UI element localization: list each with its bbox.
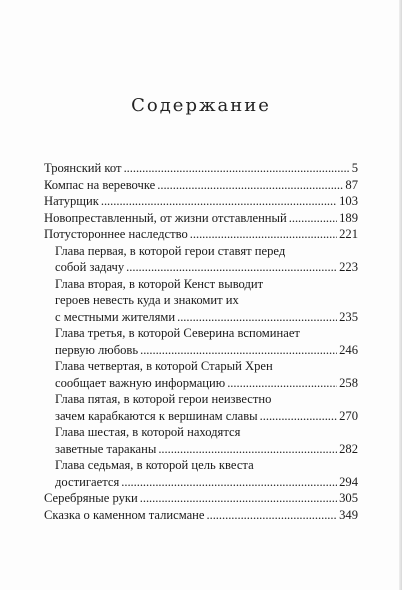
toc-entry-title: Глава шестая, в которой находятся: [55, 425, 241, 439]
toc-entry-page-number: 235: [339, 309, 358, 324]
toc-entry-page-number: 5: [351, 161, 358, 175]
toc-entry[interactable]: [44, 160, 358, 177]
toc-entry[interactable]: [44, 226, 358, 243]
toc-entry-title: зачем карабкаются к вершинам славы: [55, 408, 258, 423]
toc-entry-line: [55, 474, 358, 491]
toc-entry-line: [44, 507, 358, 524]
toc-entry-page-number: 221: [339, 227, 358, 241]
toc-entry-page-number: 103: [339, 194, 358, 208]
toc-entry-title: с местными жителями: [55, 309, 176, 324]
toc-entry-title: Натурщик: [44, 194, 99, 208]
toc-entry-title: Сказка о каменном талисмане: [44, 507, 205, 522]
toc-entry-title: Компас на веревочке: [44, 177, 156, 192]
dot-leader: [207, 507, 338, 524]
toc-entry-page-number: 258: [339, 375, 358, 390]
dot-leader: [260, 408, 337, 425]
toc-entry[interactable]: [44, 325, 358, 358]
toc-entry-title: Новопреставленный, от жизни отставленный: [44, 210, 287, 225]
toc-entry[interactable]: [44, 507, 358, 524]
toc-entry-title: Глава пятая, в которой герои неизвестно: [55, 392, 272, 406]
toc-entry[interactable]: [44, 243, 358, 276]
toc-entry-line: [55, 259, 358, 276]
dot-leader: [101, 193, 337, 210]
toc-entry-title: заветные тараканы: [55, 441, 157, 456]
toc-entry-page-number: 294: [339, 474, 358, 489]
dot-leader: [158, 441, 337, 458]
toc-entry-line: [55, 309, 358, 326]
dot-leader: [140, 342, 337, 359]
toc-entry-line: [44, 177, 358, 194]
toc-entry-line: [55, 441, 358, 458]
toc-entry-title: собой задачу: [55, 260, 125, 274]
toc-entry-page-number: 305: [339, 491, 358, 505]
page-title: Содержание: [131, 95, 271, 116]
toc-entry-line: [44, 160, 358, 177]
dot-leader: [157, 177, 343, 194]
dot-leader: [124, 160, 350, 177]
toc-entry-title: Глава седьмая, в которой цель квеста: [55, 458, 254, 472]
toc-entry[interactable]: [44, 424, 358, 457]
toc-entry-line: [55, 408, 358, 425]
table-of-contents: [44, 160, 358, 523]
toc-entry[interactable]: [44, 193, 358, 210]
toc-entry-page-number: 87: [345, 177, 358, 192]
toc-entry-page-number: 223: [339, 260, 358, 274]
dot-leader: [227, 375, 337, 392]
toc-entry-line: [44, 490, 358, 507]
toc-entry-line: [55, 342, 358, 359]
toc-entry-page-number: 189: [339, 210, 358, 225]
dot-leader: [140, 490, 337, 507]
dot-leader: [289, 210, 337, 227]
toc-entry-title: Троянский кот: [44, 161, 122, 175]
toc-entry-title: Серебряные руки: [44, 491, 138, 505]
dot-leader: [190, 226, 337, 243]
toc-entry[interactable]: [44, 391, 358, 424]
toc-entry-title: Глава четвертая, в которой Старый Хрен: [55, 359, 273, 373]
toc-entry[interactable]: [44, 457, 358, 490]
dot-leader: [121, 474, 337, 491]
toc-entry[interactable]: [44, 358, 358, 391]
toc-entry-title: Глава третья, в которой Северина вспоминает: [55, 326, 300, 340]
toc-entry-title: Потустороннее наследство: [44, 227, 188, 241]
toc-entry-line: [55, 375, 358, 392]
toc-entry-page-number: 246: [339, 342, 358, 357]
toc-entry-title: Глава первая, в которой герои ставят перед: [55, 243, 286, 258]
toc-entry-page-number: 270: [339, 408, 358, 423]
toc-entry-title: сообщает важную информацию: [55, 375, 226, 390]
toc-entry-page-number: 282: [339, 441, 358, 456]
toc-entry-title: Глава вторая, в которой Кенст выводит: [55, 276, 264, 291]
toc-entry-line: [44, 226, 358, 243]
toc-entry-line: [44, 193, 358, 210]
toc-entry[interactable]: [44, 490, 358, 507]
toc-entry-line: [44, 210, 358, 227]
toc-entry[interactable]: [44, 276, 358, 326]
toc-entry-title: героев невесть куда и знакомит их: [55, 293, 239, 307]
toc-entry[interactable]: [44, 210, 358, 227]
toc-entry[interactable]: [44, 177, 358, 194]
toc-entry-page-number: 349: [339, 507, 358, 522]
dot-leader: [126, 259, 337, 276]
toc-entry-title: первую любовь: [55, 342, 139, 357]
toc-entry-title: достигается: [55, 474, 120, 489]
dot-leader: [177, 309, 337, 326]
